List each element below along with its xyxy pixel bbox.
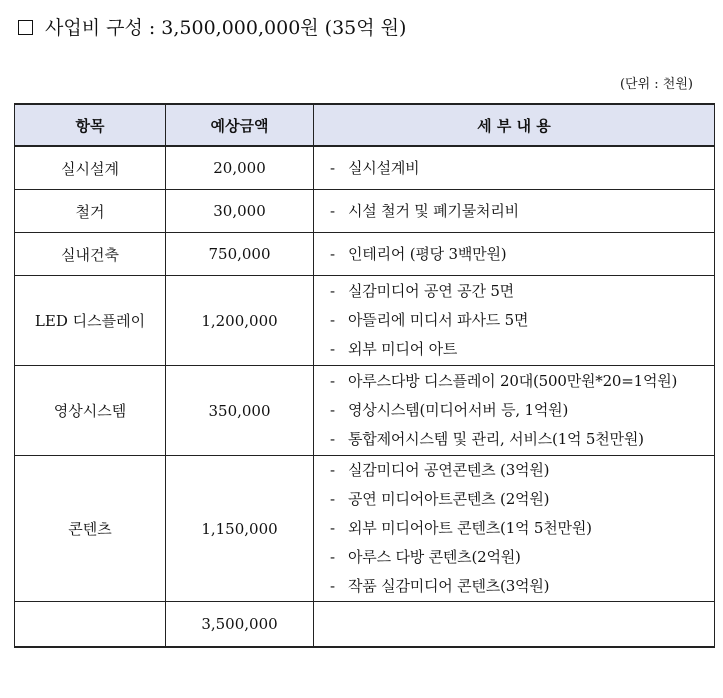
row-details [314,233,715,276]
table-row [15,456,715,602]
detail-item [330,240,714,269]
detail-item [330,485,714,514]
detail-text: 실감미디어 공연 공간 5면 [348,282,514,300]
row-amount: 1,150,000 [166,456,314,602]
detail-text: 아루스다방 디스플레이 20대(500만원*20=1억원) [348,372,678,390]
total-item [15,602,166,648]
row-amount: 1,200,000 [166,276,314,366]
row-item: 콘텐츠 [15,456,166,602]
detail-text: 아루스 다방 콘텐츠(2억원) [348,548,521,566]
row-details [314,456,715,602]
row-item: 실내건축 [15,233,166,276]
section-title [18,14,406,42]
table-row [15,366,715,456]
detail-text: 작품 실감미디어 콘텐츠(3억원) [348,577,550,595]
column-header-item: 항목 [15,104,166,146]
detail-text: 통합제어시스템 및 관리, 서비스(1억 5천만원) [348,430,644,448]
table-row [15,146,715,190]
dash-bullet: - [330,158,335,177]
dash-bullet: - [330,548,335,566]
detail-text: 아뜰리에 미디서 파사드 5면 [348,311,529,329]
detail-item [330,396,714,425]
detail-item [330,543,714,572]
row-item: 실시설계 [15,146,166,190]
row-amount: 350,000 [166,366,314,456]
detail-item [330,335,714,364]
checkbox-empty-icon [18,20,33,35]
dash-bullet: - [330,461,335,479]
table-row [15,190,715,233]
column-header-details: 세 부 내 용 [314,104,715,146]
column-header-amount: 예상금액 [166,104,314,146]
dash-bullet: - [330,282,335,300]
detail-text: 실감미디어 공연콘텐츠 (3억원) [348,461,550,479]
detail-text: 외부 미디어아트 콘텐츠(1억 5천만원) [348,519,592,537]
table-row [15,276,715,366]
detail-text: 영상시스템(미디어서버 등, 1억원) [348,401,569,419]
detail-item [330,154,714,183]
total-details [314,602,715,648]
detail-item [330,514,714,543]
detail-text: 실시설계비 [348,158,420,177]
row-item: 철거 [15,190,166,233]
table-row [15,233,715,276]
row-details [314,366,715,456]
detail-text: 공연 미디어아트콘텐츠 (2억원) [348,490,550,508]
row-item: LED 디스플레이 [15,276,166,366]
row-details [314,190,715,233]
detail-item [330,425,714,454]
dash-bullet: - [330,340,335,358]
section-title-text: 사업비 구성 : 3,500,000,000원 (35억 원) [45,17,407,39]
detail-item [330,367,714,396]
detail-item [330,572,714,601]
dash-bullet: - [330,311,335,329]
dash-bullet: - [330,244,335,263]
detail-item [330,306,714,335]
dash-bullet: - [330,201,335,220]
row-amount: 20,000 [166,146,314,190]
detail-item [330,456,714,485]
detail-text: 시설 철거 및 폐기물처리비 [348,201,519,220]
row-details [314,146,715,190]
detail-text: 인테리어 (평당 3백만원) [348,244,507,263]
dash-bullet: - [330,372,335,390]
dash-bullet: - [330,519,335,537]
dash-bullet: - [330,430,335,448]
row-item: 영상시스템 [15,366,166,456]
table-header-row [15,104,715,146]
detail-item [330,197,714,226]
dash-bullet: - [330,490,335,508]
total-amount: 3,500,000 [166,602,314,648]
row-amount: 750,000 [166,233,314,276]
dash-bullet: - [330,577,335,595]
budget-table [14,103,715,648]
detail-text: 외부 미디어 아트 [348,340,458,358]
total-row [15,602,715,648]
detail-item [330,277,714,306]
dash-bullet: - [330,401,335,419]
unit-note: (단위 : 천원) [619,77,693,92]
row-amount: 30,000 [166,190,314,233]
row-details [314,276,715,366]
